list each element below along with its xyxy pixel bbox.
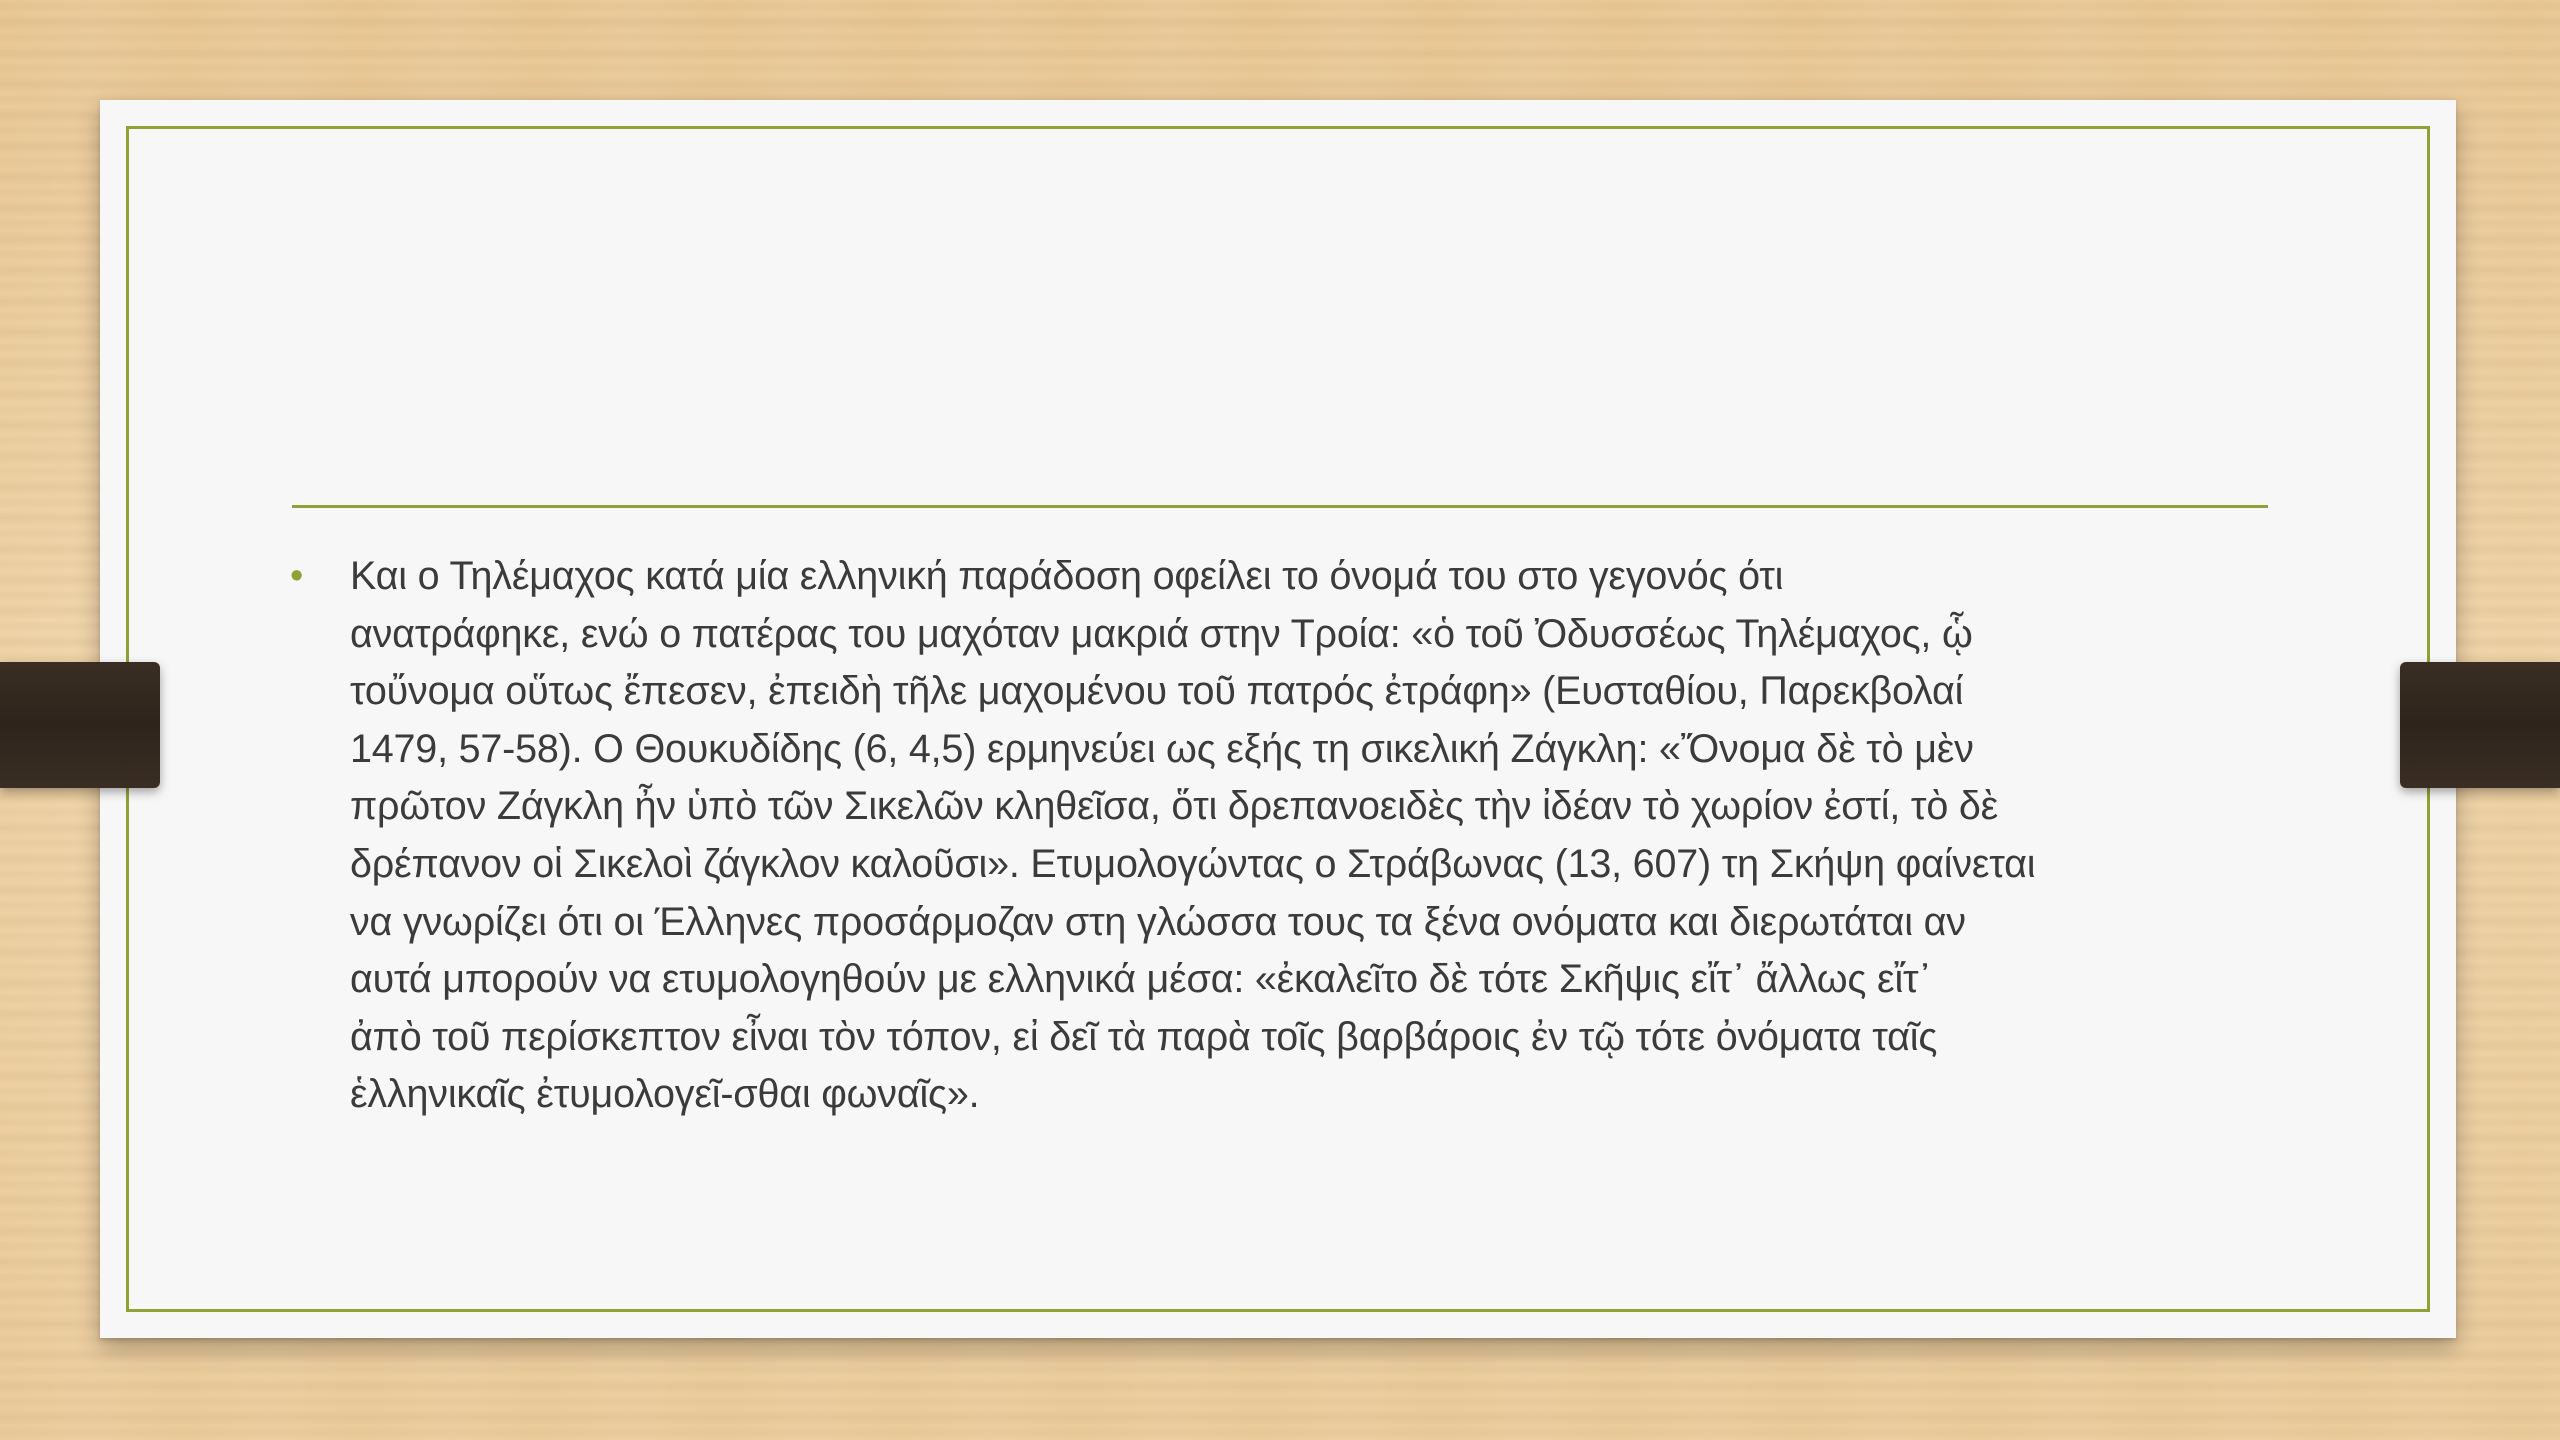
title-rule (292, 505, 2268, 508)
text-line: δρέπανον οἱ Σικελοὶ ζάγκλον καλοῦσι». Ετυμολογώντας ο Στράβωνας (13, 607) τη Σκήψη φαίνεται (350, 841, 2036, 886)
bullet-item (290, 548, 2290, 1124)
slide-title-placeholder (292, 250, 2268, 500)
binder-clip-left (0, 662, 160, 788)
bullet-icon: • (290, 555, 304, 597)
binder-clip-right (2400, 662, 2560, 788)
text-line: ανατράφηκε, ενώ ο πατέρας του μαχόταν μακριά στην Τροία: «ὁ τοῦ Ὀδυσσέως Τηλέμαχος, ᾧ (350, 611, 1973, 656)
text-line: Και ο Τηλέμαχος κατά μία ελληνική παράδοση οφείλει το όνομά του στο γεγονός ότι (350, 554, 1784, 598)
slide-paper (100, 100, 2456, 1338)
text-line: ἑλληνικαῖς ἐτυμολογεῖ-σθαι φωναῖς». (350, 1072, 980, 1117)
text-line: τοὔνομα οὕτως ἔπεσεν, ἐπειδὴ τῆλε μαχομένου τοῦ πατρός ἐτράφη» (Ευσταθίου, Παρεκβολαί (350, 669, 1964, 714)
text-line: 1479, 57-58). Ο Θουκυδίδης (6, 4,5) ερμηνεύει ως εξής τη σικελική Ζάγκλη: «Ὄνομα δὲ τὸ μὲν (350, 726, 1974, 771)
text-line: αυτά μπορούν να ετυμολογηθούν με ελληνικά μέσα: «ἐκαλεῖτο δὲ τότε Σκῆψις εἴτ᾽ ἄλλως εἴτ᾽ (350, 957, 1932, 1002)
slide-content (290, 548, 2290, 1124)
bullet-text (350, 548, 2290, 1124)
text-line: να γνωρίζει ότι οι Έλληνες προσάρμοζαν στη γλώσσα τους τα ξένα ονόματα και διερωτάται αν (350, 899, 1966, 944)
text-line: πρῶτον Ζάγκλη ἦν ὑπὸ τῶν Σικελῶν κληθεῖσα, ὅτι δρεπανοειδὲς τὴν ἰδέαν τὸ χωρίον ἐστί, τὸ δὲ (350, 784, 1999, 829)
text-line: ἀπὸ τοῦ περίσκεπτον εἶναι τὸν τόπον, εἰ δεῖ τὰ παρὰ τοῖς βαρβάροις ἐν τῷ τότε ὀνόματα ταῖς (350, 1014, 1938, 1059)
